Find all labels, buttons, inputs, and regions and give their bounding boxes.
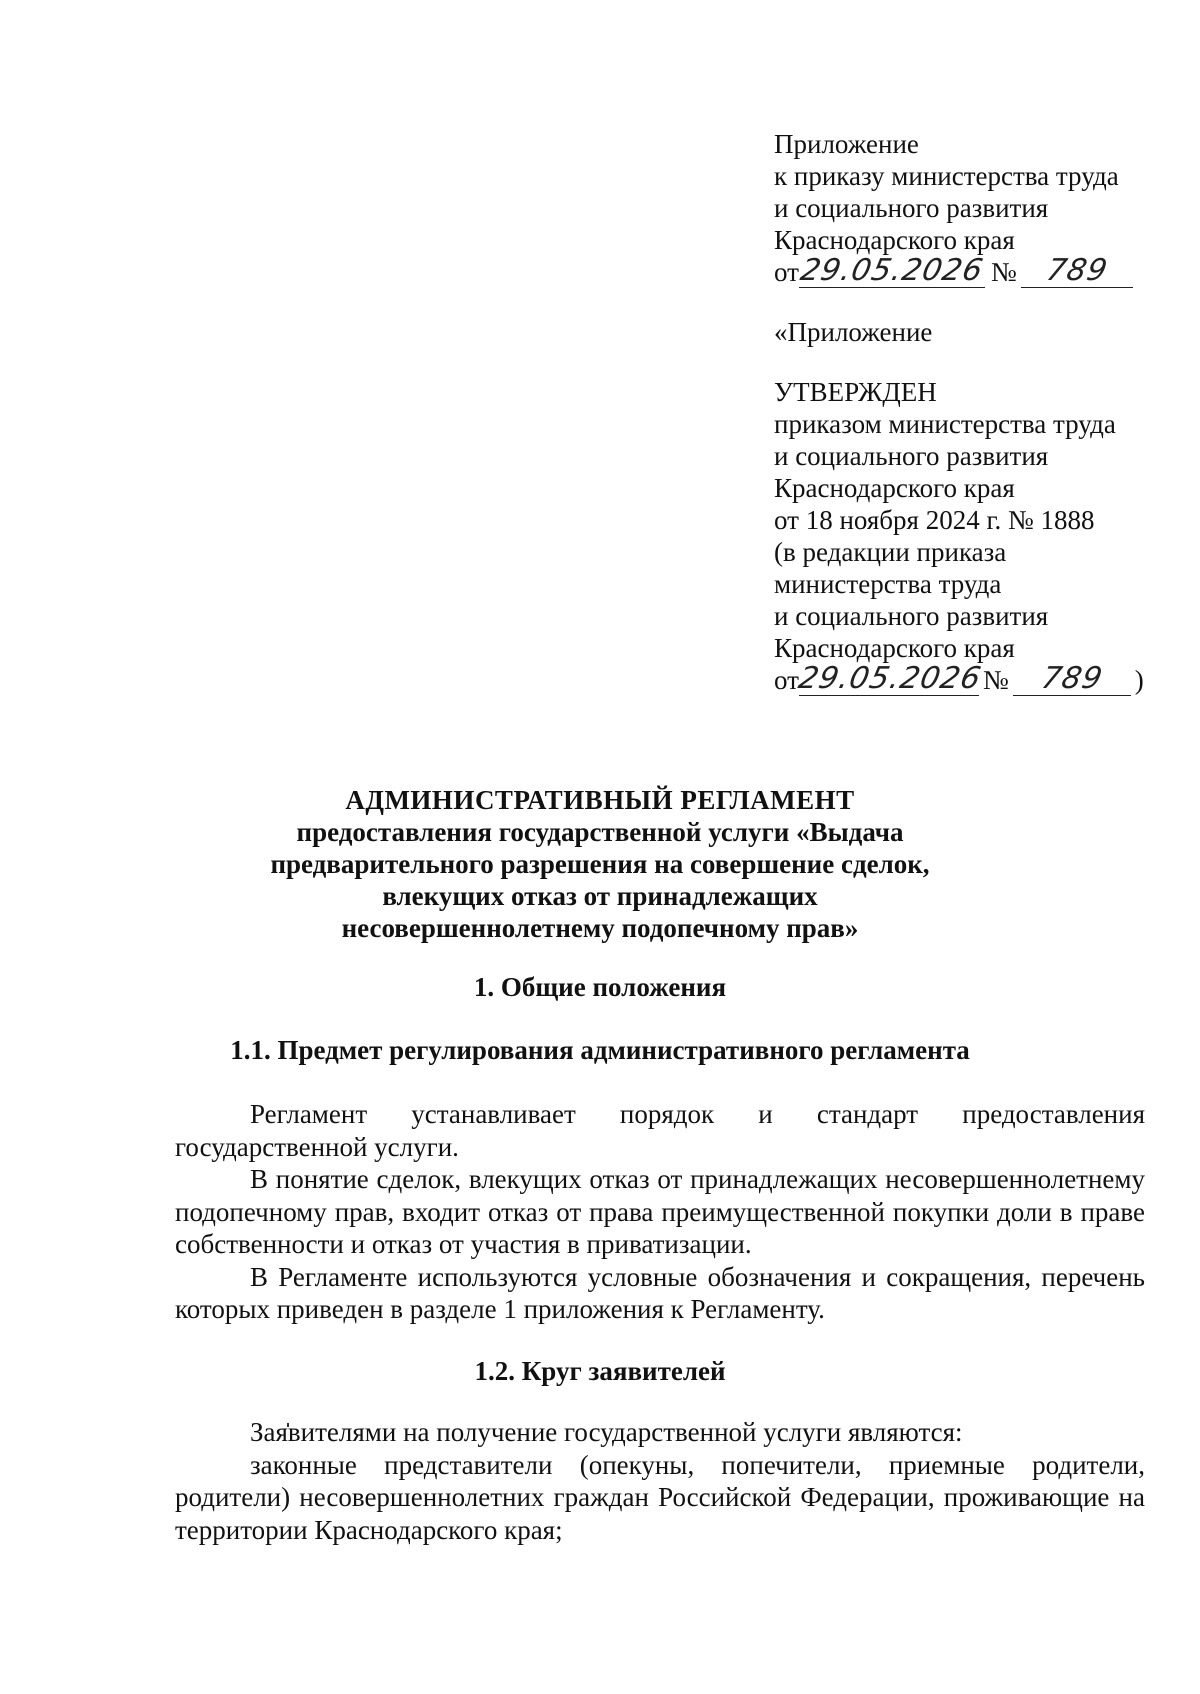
paragraph: В понятие сделок, влекущих отказ от принадлежащих несовершеннолетнему подопечному прав, входит отказ от права преимущественной покупки доли в праве собственности и отказ от участия в приватизации. [175, 1164, 1145, 1259]
handwritten-date-field [797, 253, 987, 288]
approval-line: Краснодарского края [774, 633, 1015, 663]
approval-quote-label: «Приложение [774, 317, 933, 347]
handwritten-number: 789 [1042, 253, 1111, 288]
approval-line: министерства труда [774, 569, 1002, 599]
approval-line: и социального развития [774, 601, 1049, 631]
appendix-date-line [774, 253, 1174, 288]
paragraph: законные представители (опекуны, попечители, приемные родители, родители) несовершеннолетних граждан Российской Федерации, проживающие на территории Краснодарского края; [175, 1449, 1145, 1545]
appendix-header [774, 128, 1174, 696]
title-main: АДМИНИСТРАТИВНЫЙ РЕГЛАМЕНТ [345, 785, 855, 815]
number-prefix: № [990, 257, 1017, 287]
paragraph: Регламент устанавливает порядок и стандарт предоставления государственной услуги. [175, 1099, 1145, 1162]
title-sub-line: предоставления государственной услуги «Выдача [296, 817, 904, 847]
subsection-body [175, 1416, 1145, 1546]
approval-line: Краснодарского края [774, 473, 1015, 503]
approval-line: приказом министерства труда [774, 409, 1116, 439]
approval-line: от 18 ноября 2024 г. № 1888 [774, 505, 1095, 535]
subsection-heading: 1.1. Предмет регулирования административного регламента [230, 1035, 970, 1065]
approval-line: (в редакции приказа [774, 537, 1007, 567]
subsection-heading: 1.2. Круг заявителей [474, 1356, 726, 1386]
appendix-line: к приказу министерства труда [774, 161, 1119, 191]
approval-approved: УТВЕРЖДЕН [774, 377, 937, 407]
date-prefix: от [774, 665, 799, 695]
handwritten-date-field [795, 661, 985, 696]
approval-date-line [774, 661, 1174, 696]
handwritten-number-field [1021, 253, 1133, 288]
date-prefix: от [774, 257, 799, 287]
closing-parenthesis: ) [1134, 665, 1144, 695]
handwritten-number: 789 [1037, 661, 1106, 696]
section-heading: 1. Общие положения [473, 972, 727, 1002]
number-prefix: № [982, 665, 1009, 695]
title-sub-line: предварительного разрешения на совершение сделок, [270, 849, 930, 879]
paragraph: В Регламенте используются условные обозначения и сокращения, перечень которых приведен в разделе 1 приложения к Регламенту. [175, 1261, 1145, 1324]
handwritten-date: 29.05.2026 [797, 253, 987, 288]
approval-line: и социального развития [774, 441, 1049, 471]
handwritten-date: 29.05.2026 [795, 661, 985, 696]
appendix-line: Краснодарского края [774, 225, 1015, 255]
subsection-body [175, 1098, 1145, 1326]
document-title [0, 784, 1200, 944]
appendix-line: Приложение [774, 129, 919, 159]
title-sub-line: влекущих отказ от принадлежащих [382, 881, 818, 911]
appendix-line: и социального развития [774, 193, 1049, 223]
handwritten-number-field [1013, 661, 1131, 696]
paragraph: Заявителями на получение государственной услуги являются: [250, 1417, 963, 1447]
title-sub-line: несовершеннолетнему подопечному прав» [341, 913, 859, 943]
